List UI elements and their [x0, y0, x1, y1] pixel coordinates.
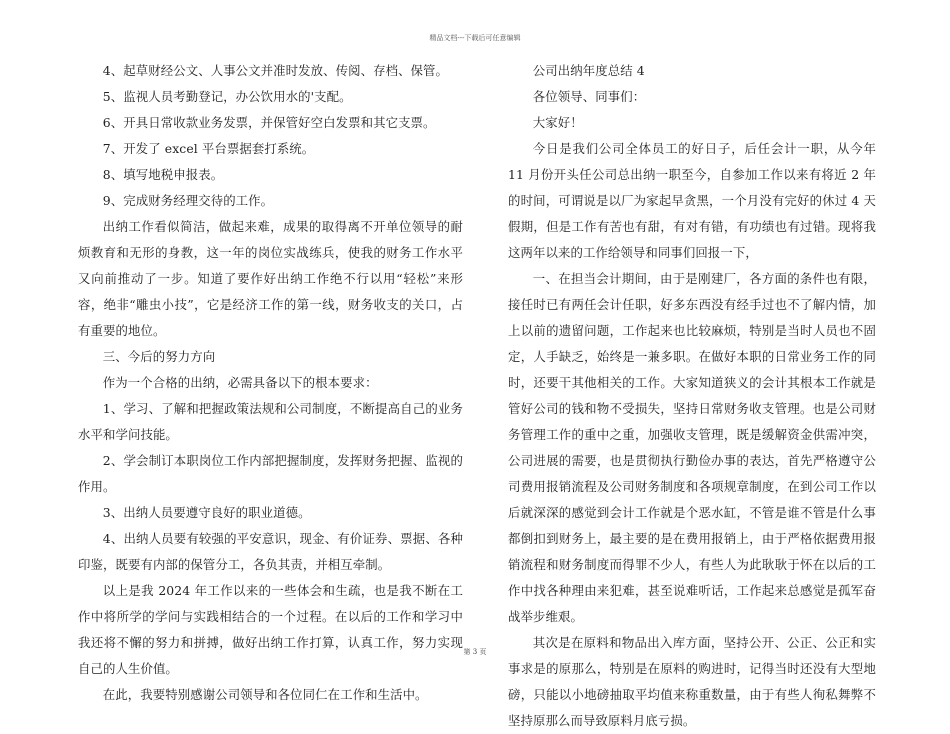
- page-number: 第 3 页: [463, 648, 487, 656]
- paragraph: 今日是我们公司全体员工的好日子，后任会计一职，从今年 11 月份开头任公司总出纳一职至今，自参加工作以来有将近 2 年的时间，可谓说是以厂为家起早贪黑，一个月没有完好的休过 4 天假期，但是工作有苦也有甜，有对有错，有功绩也有过错。现将我这两年以来的工作给领导和同事们回报一下，: [508, 141, 876, 260]
- section-heading: 三、今后的努力方向: [102, 349, 216, 364]
- paragraph: 一、在担当会计期间，由于是刚建厂，各方面的条件也有限，接任时已有两任会计任职，好多东西没有经手过也不了解内情，加上以前的遗留问题，工作起来也比较麻烦，特别是当时人员也不固定，人手缺乏，始终是一兼多职。在做好本职的日常业务工作的同时，还要干其他相关的工作。大家知道狭义的会计其根本工作就是管好公司的钱和物不受损失，坚持日常财务收支管理。也是公司财务管理工作的重中之重，加强收支管理，既是缓解资金供需冲突，公司进展的需要，也是贯彻执行勤俭办事的表达，首先严格遵守公司费用报销流程及公司财务制度和各项规章制度，在到公司工作以后就深深的感觉到会计工作就是个恶水缸，不管是谁不管是什么事都倒扣到财务上，最主要的是在费用报销上，由于严格依据费用报销流程和财务制度而得罪不少人，有些人为此耿耿于怀在以后的工作中找各种理由来犯难，甚至说难听话，工作起来总感觉是孤军奋战举步维艰。: [508, 271, 876, 624]
- paragraph: 9、完成财务经理交待的工作。: [102, 193, 274, 208]
- paragraph: 5、监视人员考勤登记，办公饮用水的'支配。: [102, 89, 352, 104]
- paragraph: 在此，我要特别感谢公司领导和各位同仁在工作和生活中。: [102, 687, 428, 702]
- header-note: 精品文档---下载后可任意编辑: [429, 34, 521, 42]
- paragraph: 1、学习、了解和把握政策法规和公司制度，不断提高自己的业务水平和学问技能。: [78, 401, 463, 442]
- paragraph: 3、出纳人员要遵守良好的职业道德。: [102, 505, 311, 520]
- paragraph: 4、出纳人员要有较强的平安意识，现金、有价证券、票据、各种印鉴，既要有内部的保管分工，各负其责，并相互牵制。: [78, 531, 463, 572]
- paragraph: 以上是我 2024 年工作以来的一些体会和生疏，也是我不断在工作中将所学的学问与实践相结合的一个过程。在以后的工作和学习中我还将不懈的努力和拼搏，做好出纳工作打算，认真工作，努力实现自己的人生价值。: [78, 583, 463, 676]
- left-text-column: [78, 58, 463, 708]
- paragraph: 其次是在原料和物品出入库方面，坚持公开、公正、公正和实事求是的原那么，特别是在原料的购进时，记得当时还没有大型地磅，只能以小地磅抽取平均值来称重数量，由于有些人徇私舞弊不坚持原那么而导致原料月底亏损。: [508, 635, 876, 728]
- paragraph: 4、起草财经公文、人事公文并准时发放、传阅、存档、保管。: [102, 63, 449, 78]
- greeting: 大家好！: [532, 115, 583, 130]
- document-title: 公司出纳年度总结 4: [532, 63, 645, 78]
- paragraph: 8、填写地税申报表。: [102, 167, 224, 182]
- right-text-column: [508, 58, 876, 734]
- paragraph: 作为一个合格的出纳，必需具备以下的根本要求：: [102, 375, 378, 390]
- salutation: 各位领导、同事们：: [532, 89, 646, 104]
- paragraph: 出纳工作看似简洁，做起来难，成果的取得离不开单位领导的耐烦教育和无形的身教，这一年的岗位实战练兵，使我的财务工作水平又向前推动了一步。知道了要作好出纳工作绝不行以用“轻松”来形容，绝非“雕虫小技”，它是经济工作的第一线，财务收支的关口，占有重要的地位。: [78, 219, 463, 338]
- paragraph: 2、学会制订本职岗位工作内部把握制度，发挥财务把握、监视的作用。: [78, 453, 463, 494]
- paragraph: 6、开具日常收款业务发票，并保管好空白发票和其它支票。: [102, 115, 436, 130]
- paragraph: 7、开发了 excel 平台票据套打系统。: [102, 141, 315, 156]
